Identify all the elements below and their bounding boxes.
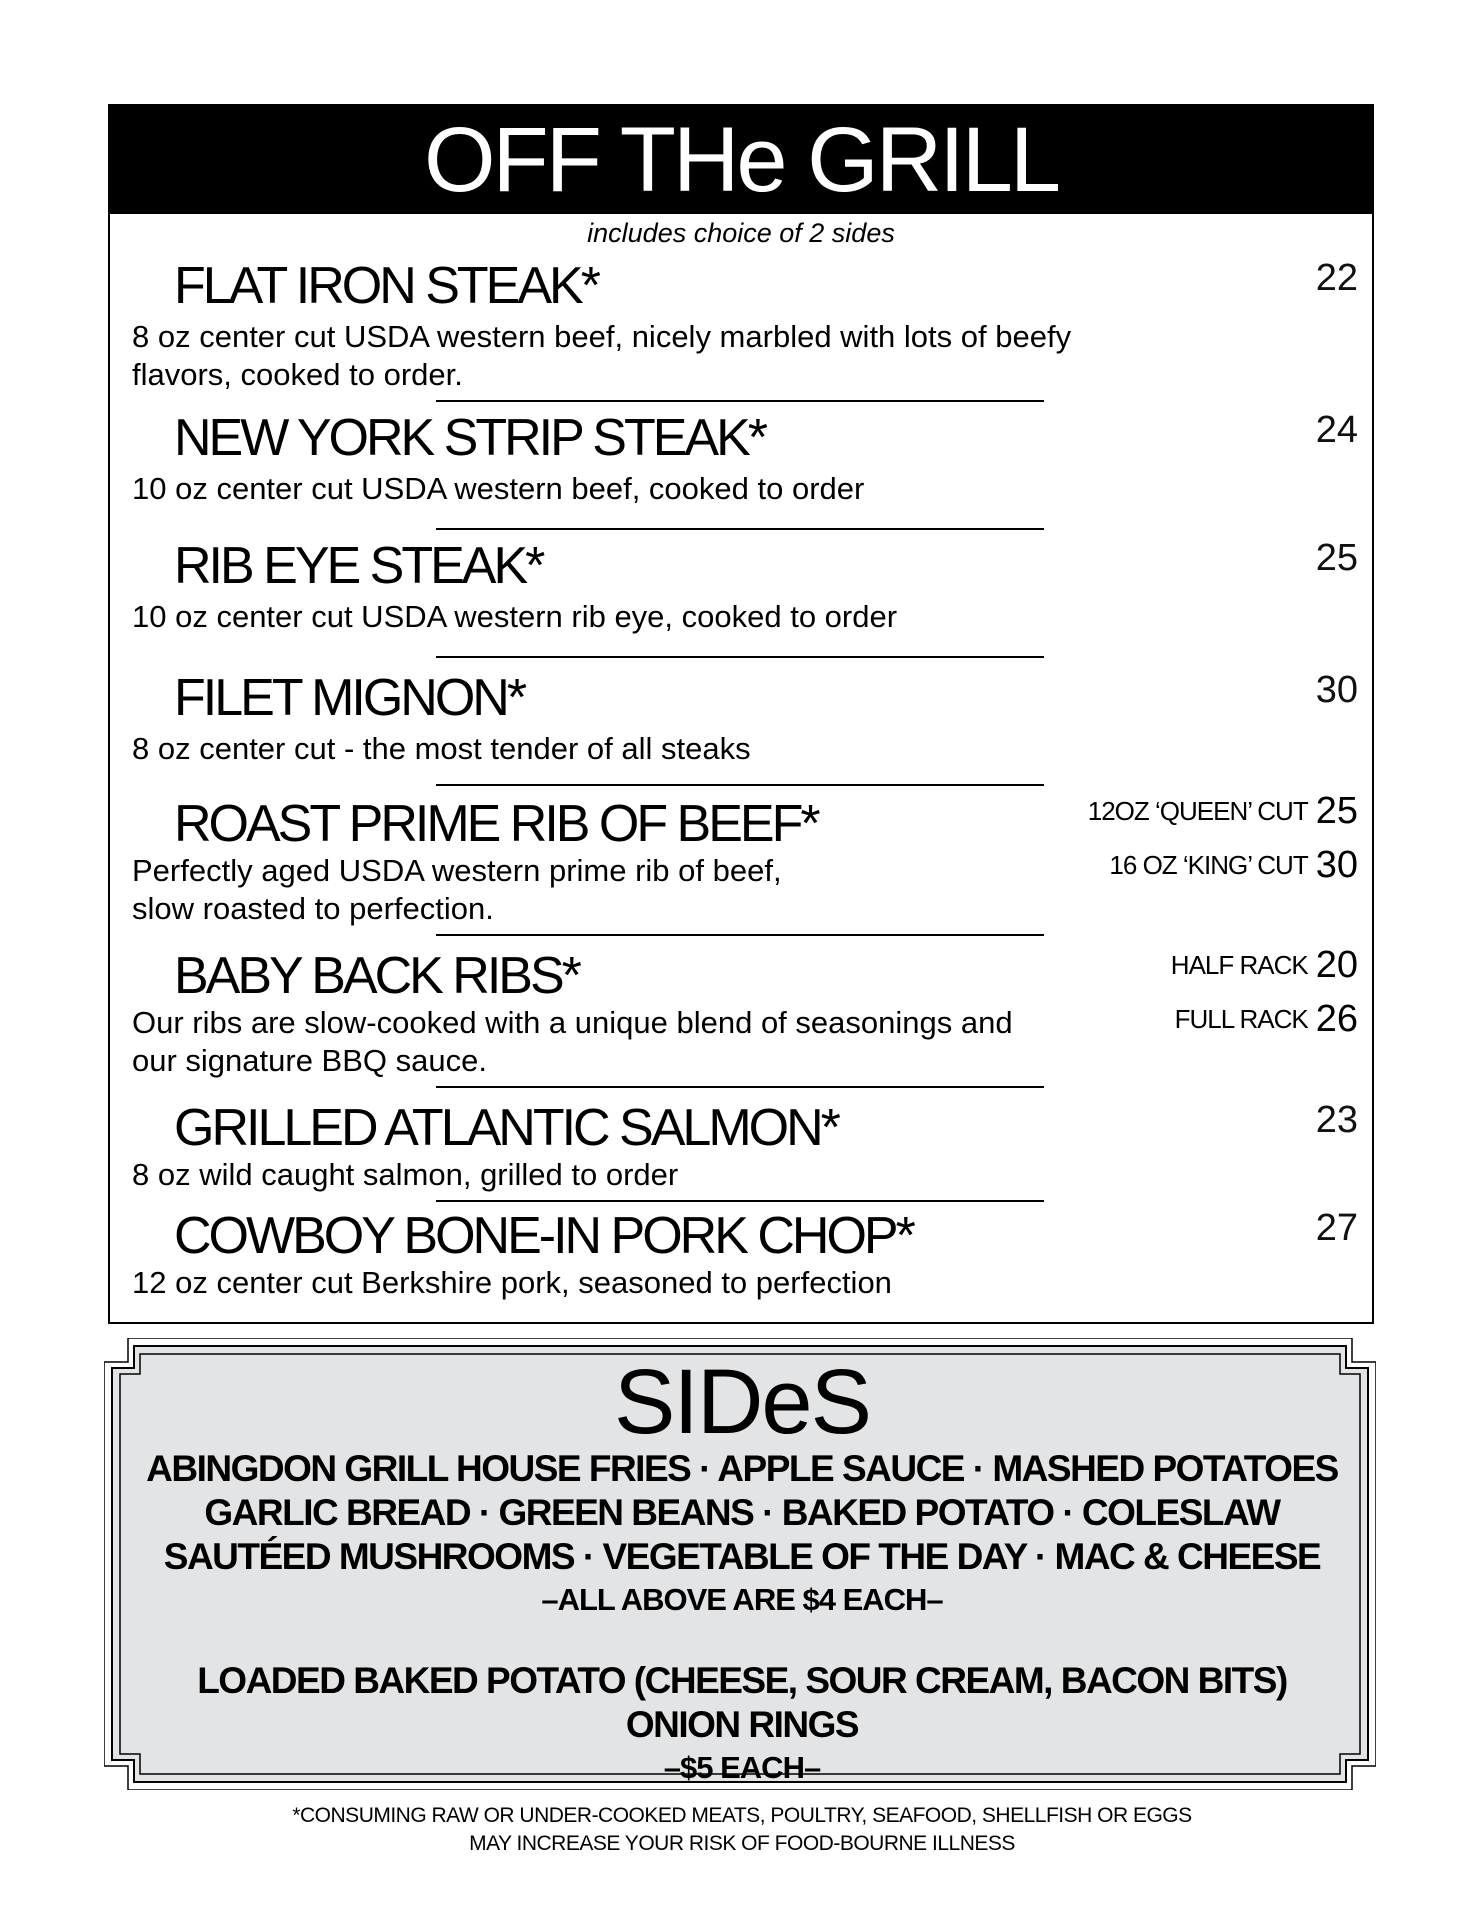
item-divider — [436, 400, 1044, 402]
premium-side-loaded-potato: LOADED BAKED POTATO (CHEESE, SOUR CREAM, BACON BITS) — [197, 1660, 1287, 1701]
item-divider — [436, 934, 1044, 936]
item-divider — [436, 1200, 1044, 1202]
sides-list-line-1: ABINGDON GRILL HOUSE FRIES · APPLE SAUCE · MASHED POTATOES — [146, 1448, 1338, 1489]
disclaimer-line-1: *CONSUMING RAW OR UNDER-COOKED MEATS, POULTRY, SEAFOOD, SHELLFISH OR EGGS — [292, 1804, 1192, 1827]
option-label: FULL RACK — [1174, 1004, 1308, 1034]
price-option-queen — [1088, 790, 1358, 834]
grill-subtitle: includes choice of 2 sides — [587, 218, 895, 248]
option-label: HALF RACK — [1170, 950, 1308, 980]
food-safety-disclaimer — [0, 1802, 1484, 1858]
option-label: 16 OZ ‘KING’ CUT — [1109, 850, 1308, 880]
grill-section — [108, 104, 1374, 1324]
item-name: FLAT IRON STEAK* — [174, 257, 598, 315]
grill-header-banner — [110, 106, 1372, 214]
price-option-king — [1109, 844, 1358, 888]
item-description: 12 oz center cut Berkshire pork, seasoned to perfection — [132, 1265, 892, 1300]
option-label: 12OZ ‘QUEEN’ CUT — [1087, 796, 1308, 826]
grill-title: OFF THe GRILL — [423, 109, 1059, 211]
item-price: 27 — [1315, 1207, 1358, 1249]
sides-list-line-2: GARLIC BREAD · GREEN BEANS · BAKED POTATO · COLESLAW — [204, 1492, 1280, 1533]
sides-price-note-4: –ALL ABOVE ARE $4 EACH– — [541, 1582, 943, 1617]
item-description: 10 oz center cut USDA western rib eye, cooked to order — [132, 599, 898, 634]
item-divider — [436, 656, 1044, 658]
item-divider — [436, 528, 1044, 530]
sides-price-note-5: –$5 EACH– — [663, 1750, 821, 1785]
item-description: Perfectly aged USDA western prime rib of beef, slow roasted to perfection. — [132, 853, 782, 926]
option-price: 26 — [1315, 998, 1358, 1040]
item-name: RIB EYE STEAK* — [174, 537, 543, 595]
item-description: 8 oz center cut - the most tender of all steaks — [132, 731, 751, 766]
item-name: BABY BACK RIBS* — [174, 947, 579, 1005]
item-name: NEW YORK STRIP STEAK* — [174, 409, 766, 467]
item-price: 22 — [1315, 257, 1358, 299]
item-name: GRILLED ATLANTIC SALMON* — [174, 1099, 838, 1157]
price-option-half-rack — [1171, 944, 1358, 988]
item-divider — [436, 784, 1044, 786]
item-price: 24 — [1315, 409, 1358, 451]
disclaimer-line-2: MAY INCREASE YOUR RISK OF FOOD-BOURNE ILLNESS — [469, 1832, 1015, 1855]
item-price: 30 — [1315, 669, 1358, 711]
item-price: 25 — [1315, 537, 1358, 579]
item-name: ROAST PRIME RIB OF BEEF* — [174, 795, 818, 853]
option-price: 30 — [1315, 844, 1358, 886]
item-price: 23 — [1315, 1099, 1358, 1141]
price-option-full-rack — [1175, 998, 1358, 1042]
premium-side-onion-rings: ONION RINGS — [625, 1704, 859, 1745]
item-description: 8 oz wild caught salmon, grilled to order — [132, 1157, 679, 1192]
item-divider — [436, 1086, 1044, 1088]
option-price: 25 — [1315, 790, 1358, 832]
sides-list-line-3: SAUTÉED MUSHROOMS · VEGETABLE OF THE DAY · MAC & CHEESE — [163, 1536, 1321, 1577]
item-description: 10 oz center cut USDA western beef, cooked to order — [132, 471, 865, 506]
sides-title: SIDeS — [614, 1351, 870, 1453]
item-description: Our ribs are slow-cooked with a unique blend of seasonings and our signature BBQ sauce. — [132, 1005, 1013, 1078]
option-price: 20 — [1315, 944, 1358, 986]
item-description: 8 oz center cut USDA western beef, nicely marbled with lots of beefy flavors, cooked to order. — [132, 319, 1072, 392]
item-name: COWBOY BONE-IN PORK CHOP* — [174, 1207, 913, 1265]
item-name: FILET MIGNON* — [174, 669, 525, 727]
